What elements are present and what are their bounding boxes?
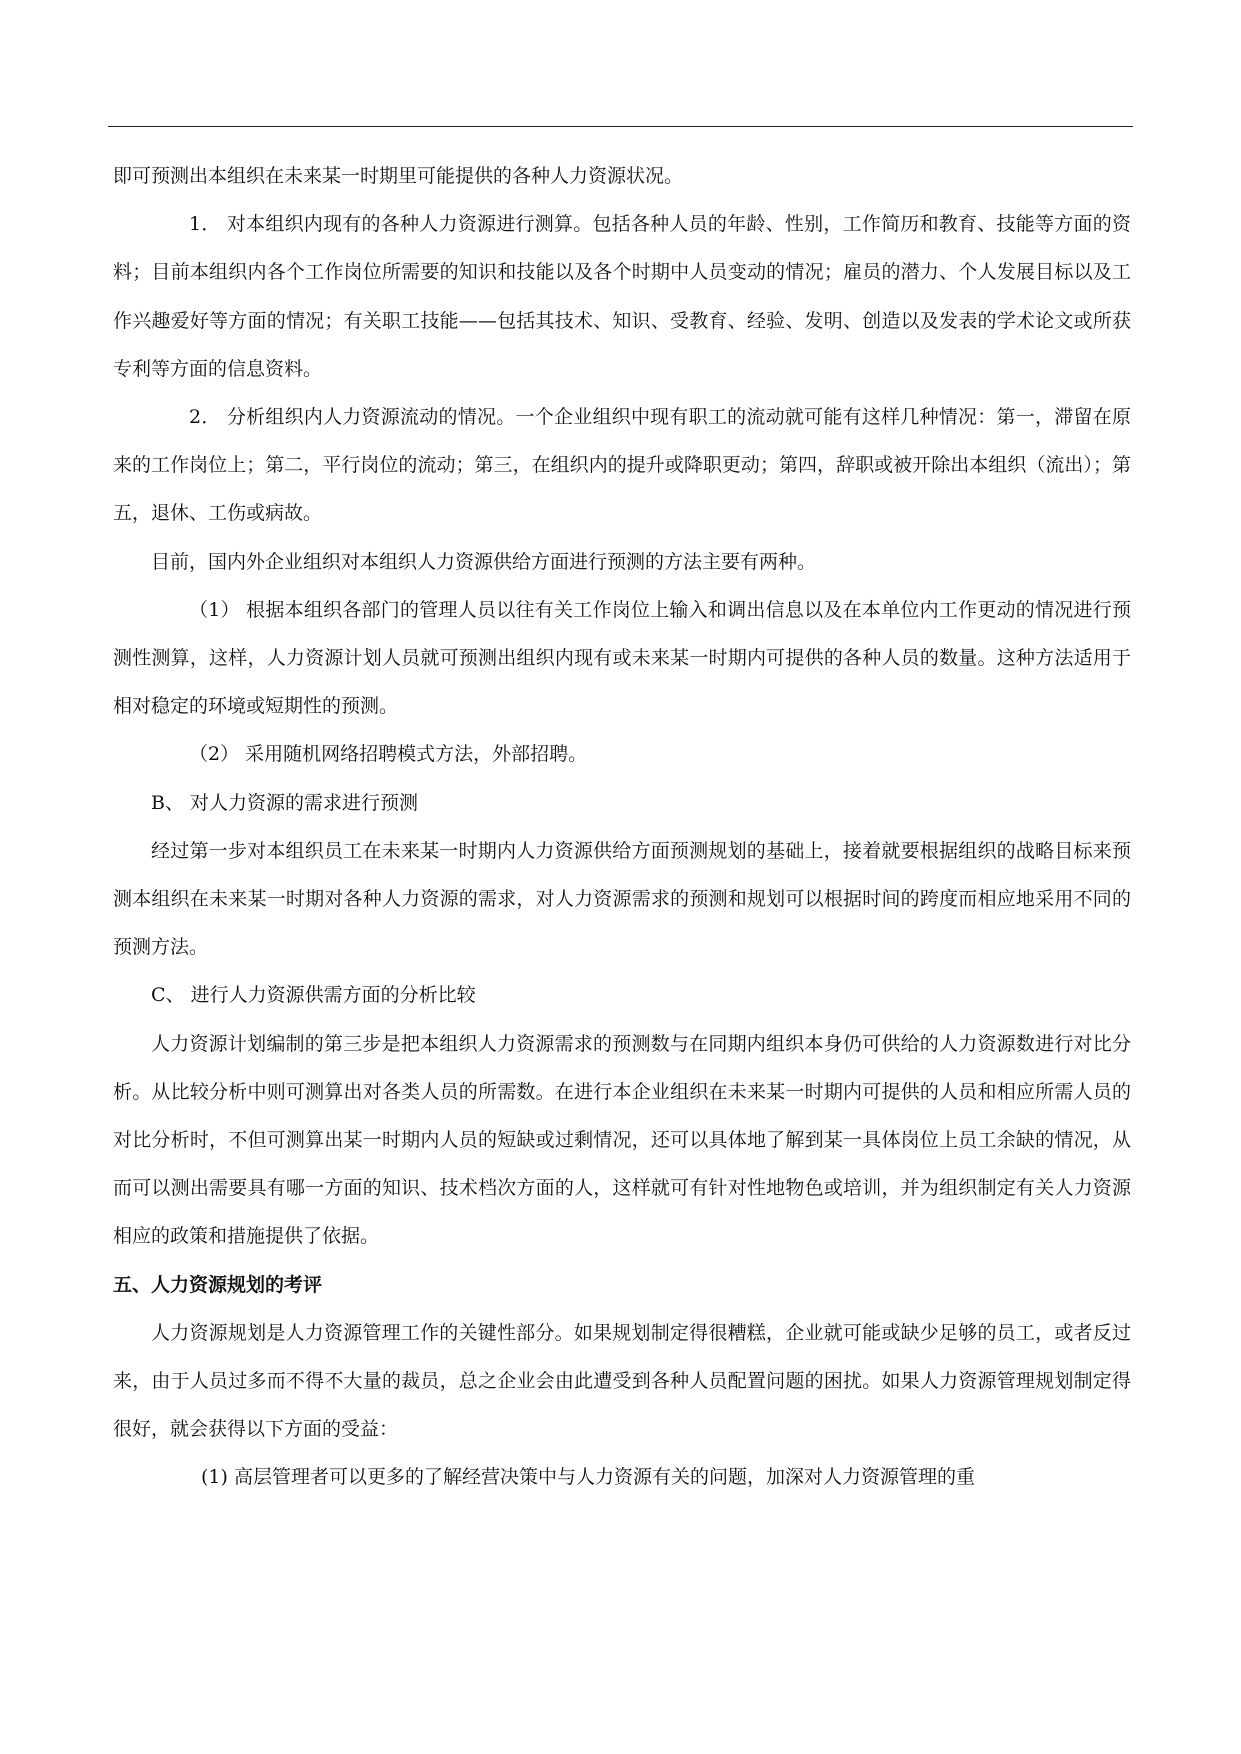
- section-heading-5: 五、人力资源规划的考评: [113, 1273, 323, 1296]
- subheading-c: C、 进行人力资源供需方面的分析比较: [151, 984, 476, 1007]
- subheading-b: B、 对人力资源的需求进行预测: [151, 791, 419, 814]
- paragraph-demand-forecast: 经过第一步对本组织员工在未来某一时期内人力资源供给方面预测规划的基础上，接着就要根据组织的战略目标来预测本组织在未来某一时期对各种人力资源的需求，对人力资源需求的预测和规划可以根据时间的跨度而相应地采用不同的预测方法。: [113, 839, 1131, 959]
- paragraph-item-1: 1． 对本组织内现有的各种人力资源进行测算。包括各种人员的年龄、性别，工作简历和教育、技能等方面的资料；目前本组织内各个工作岗位所需要的知识和技能以及各个时期中人员变动的情况；雇员的潜力、个人发展目标以及工作兴趣爱好等方面的情况；有关职工技能——包括其技术、知识、受教育、经验、发明、创造以及发表的学术论文或所获专利等方面的信息资料。: [113, 213, 1131, 380]
- paragraph-continuation: 即可预测出本组织在未来某一时期里可能提供的各种人力资源状况。: [113, 165, 684, 187]
- paragraph-item-2: 2． 分析组织内人力资源流动的情况。一个企业组织中现有职工的流动就可能有这样几种情况：第一，滞留在原来的工作岗位上；第二，平行岗位的流动；第三，在组织内的提升或降职更动；第四，辞职或被开除出本组织（流出）；第五，退休、工伤或病故。: [113, 406, 1131, 525]
- header-rule: [108, 126, 1133, 127]
- paragraph-method-2: （2） 采用随机网络招聘模式方法，外部招聘。: [189, 743, 588, 766]
- paragraph-methods-intro: 目前，国内外企业组织对本组织人力资源供给方面进行预测的方法主要有两种。: [151, 550, 817, 573]
- paragraph-supply-demand-analysis: 人力资源计划编制的第三步是把本组织人力资源需求的预测数与在同期内组织本身仍可供给的人力资源数进行对比分析。从比较分析中则可测算出对各类人员的所需数。在进行本企业组织在未来某一时期内可提供的人员和相应所需人员的对比分析时，不但可测算出某一时期内人员的短缺或过剩情况，还可以具体地了解到某一具体岗位上员工余缺的情况，从而可以测出需要具有哪一方面的知识、技术档次方面的人，这样就可有针对性地物色或培训，并为组织制定有关人力资源相应的政策和措施提供了依据。: [113, 1032, 1131, 1248]
- paragraph-benefit-1: (1) 高层管理者可以更多的了解经营决策中与人力资源有关的问题，加深对人力资源管理的重: [201, 1466, 975, 1489]
- paragraph-evaluation: 人力资源规划是人力资源管理工作的关键性部分。如果规划制定得很糟糕，企业就可能或缺少足够的员工，或者反过来，由于人员过多而不得不大量的裁员，总之企业会由此遭受到各种人员配置问题的困扰。如果人力资源管理规划制定得很好，就会获得以下方面的受益：: [113, 1321, 1131, 1441]
- document-body: [113, 152, 1131, 1502]
- paragraph-method-1: （1） 根据本组织各部门的管理人员以往有关工作岗位上输入和调出信息以及在本单位内工作更动的情况进行预测性测算，这样，人力资源计划人员就可预测出组织内现有或未来某一时期内可提供的各种人员的数量。这种方法适用于相对稳定的环境或短期性的预测。: [113, 598, 1131, 718]
